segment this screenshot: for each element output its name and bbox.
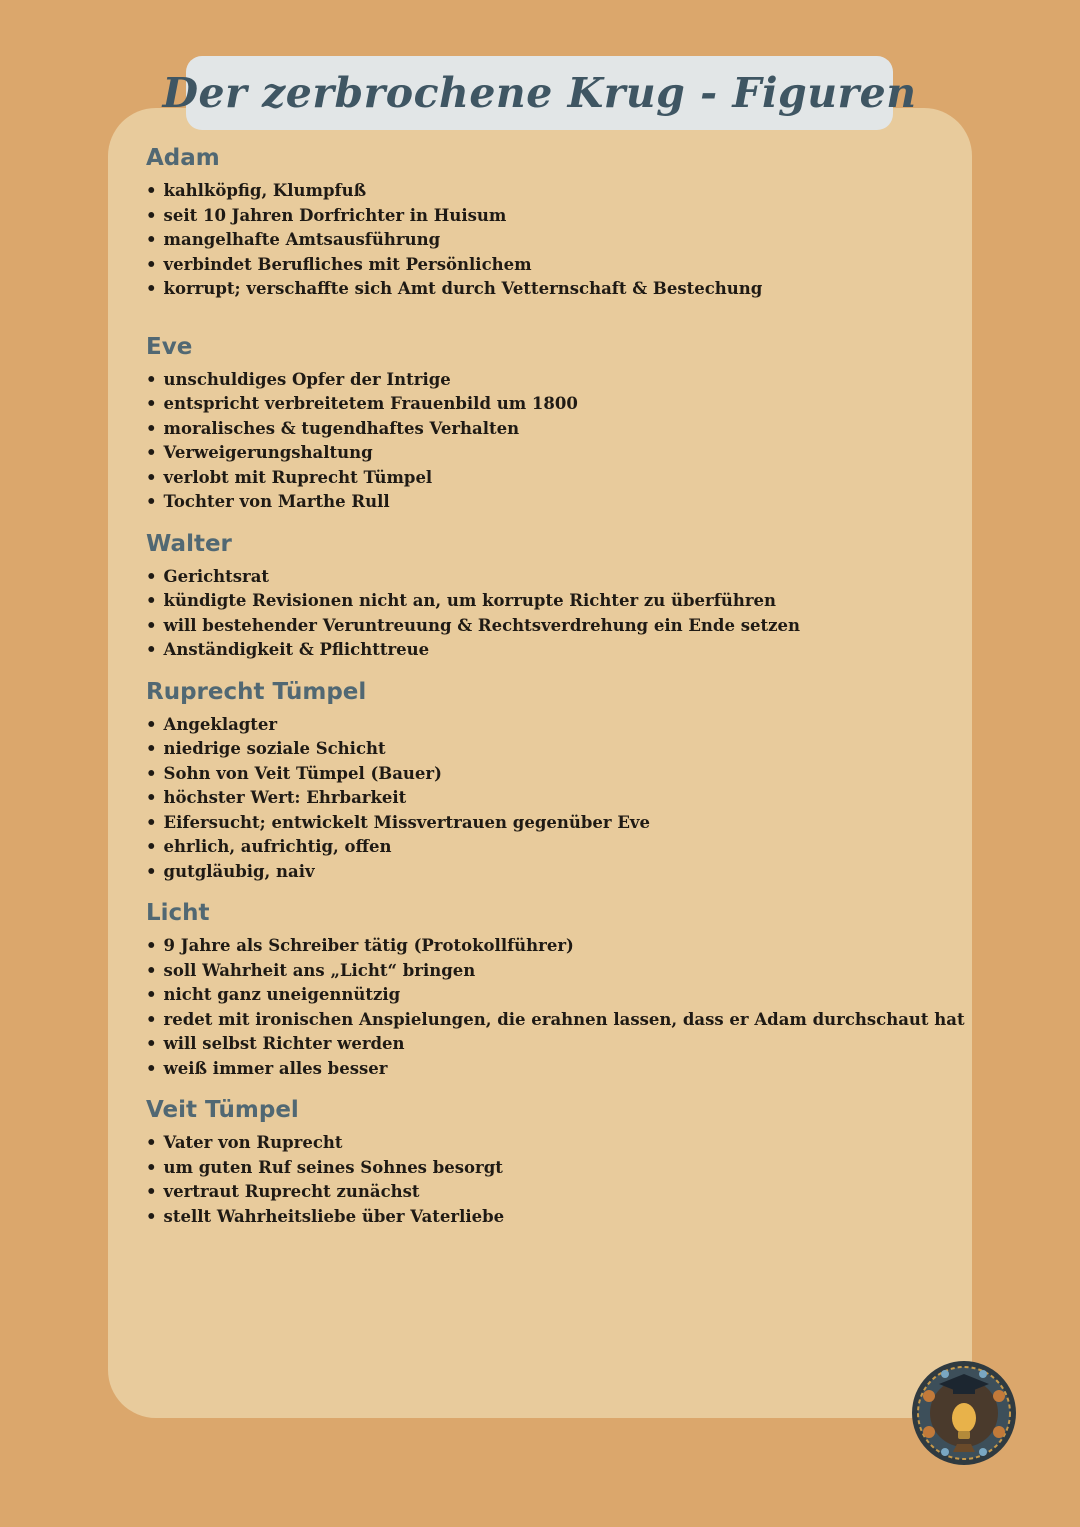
- section-heading: Ruprecht Tümpel: [146, 678, 367, 705]
- list-item: • Vater von Ruprecht: [146, 1131, 906, 1156]
- list-item: • entspricht verbreitetem Frauenbild um 1800: [146, 392, 906, 417]
- list-item: • ehrlich, aufrichtig, offen: [146, 835, 906, 860]
- list-item: • seit 10 Jahren Dorfrichter in Huisum: [146, 204, 906, 229]
- title-banner: [162, 56, 917, 130]
- list-item: • stellt Wahrheitsliebe über Vaterliebe: [146, 1205, 906, 1230]
- knowledge-emblem-logo: [907, 1356, 1021, 1470]
- list-item: • Sohn von Veit Tümpel (Bauer): [146, 762, 906, 787]
- list-item: • gutgläubig, naiv: [146, 860, 906, 885]
- bullet-list: [146, 565, 906, 663]
- list-item: • nicht ganz uneigennützig: [146, 983, 906, 1008]
- list-item: • Angeklagter: [146, 713, 906, 738]
- list-item: • redet mit ironischen Anspielungen, die erahnen lassen, dass er Adam durchschaut hat: [146, 1008, 906, 1033]
- list-item: • Gerichtsrat: [146, 565, 906, 590]
- bullet-list: [146, 713, 906, 885]
- list-item: • um guten Ruf seines Sohnes besorgt: [146, 1156, 906, 1181]
- list-item: • verlobt mit Ruprecht Tümpel: [146, 466, 906, 491]
- list-item: • soll Wahrheit ans „Licht“ bringen: [146, 959, 906, 984]
- section-ruprecht: [146, 675, 906, 885]
- list-item: • Eifersucht; entwickelt Missvertrauen gegenüber Eve: [146, 811, 906, 836]
- bullet-list: [146, 934, 965, 1081]
- list-item: • vertraut Ruprecht zunächst: [146, 1180, 906, 1205]
- section-heading: Eve: [146, 333, 193, 360]
- bullet-list: [146, 179, 906, 302]
- sections-container: [146, 141, 965, 1229]
- list-item: • moralisches & tugendhaftes Verhalten: [146, 417, 906, 442]
- list-item: • verbindet Berufliches mit Persönlichem: [146, 253, 906, 278]
- section-licht: [146, 896, 965, 1081]
- list-item: • höchster Wert: Ehrbarkeit: [146, 786, 906, 811]
- list-item: • Verweigerungshaltung: [146, 441, 906, 466]
- list-item: • will bestehender Veruntreuung & Rechtsverdrehung ein Ende setzen: [146, 614, 906, 639]
- section-heading: Adam: [146, 145, 220, 171]
- list-item: • unschuldiges Opfer der Intrige: [146, 368, 906, 393]
- list-item: • weiß immer alles besser: [146, 1057, 906, 1082]
- bullet-list: [146, 368, 906, 515]
- section-adam: [146, 141, 906, 302]
- section-heading: Licht: [146, 900, 210, 926]
- section-heading: Veit Tümpel: [146, 1097, 299, 1123]
- section-veit: [146, 1093, 906, 1229]
- list-item: • niedrige soziale Schicht: [146, 737, 906, 762]
- list-item: • kündigte Revisionen nicht an, um korrupte Richter zu überführen: [146, 589, 906, 614]
- page-title: Der zerbrochene Krug - Figuren: [162, 69, 917, 117]
- list-item: • mangelhafte Amtsausführung: [146, 228, 906, 253]
- list-item: • will selbst Richter werden: [146, 1032, 906, 1057]
- list-item: • Tochter von Marthe Rull: [146, 490, 906, 515]
- bullet-list: [146, 1131, 906, 1229]
- section-eve: [146, 330, 906, 515]
- list-item: • kahlköpfig, Klumpfuß: [146, 179, 906, 204]
- section-walter: [146, 527, 906, 663]
- list-item: • korrupt; verschaffte sich Amt durch Vetternschaft & Bestechung: [146, 277, 906, 302]
- list-item: • 9 Jahre als Schreiber tätig (Protokollführer): [146, 934, 906, 959]
- list-item: • Anständigkeit & Pflichttreue: [146, 638, 906, 663]
- section-heading: Walter: [146, 530, 232, 557]
